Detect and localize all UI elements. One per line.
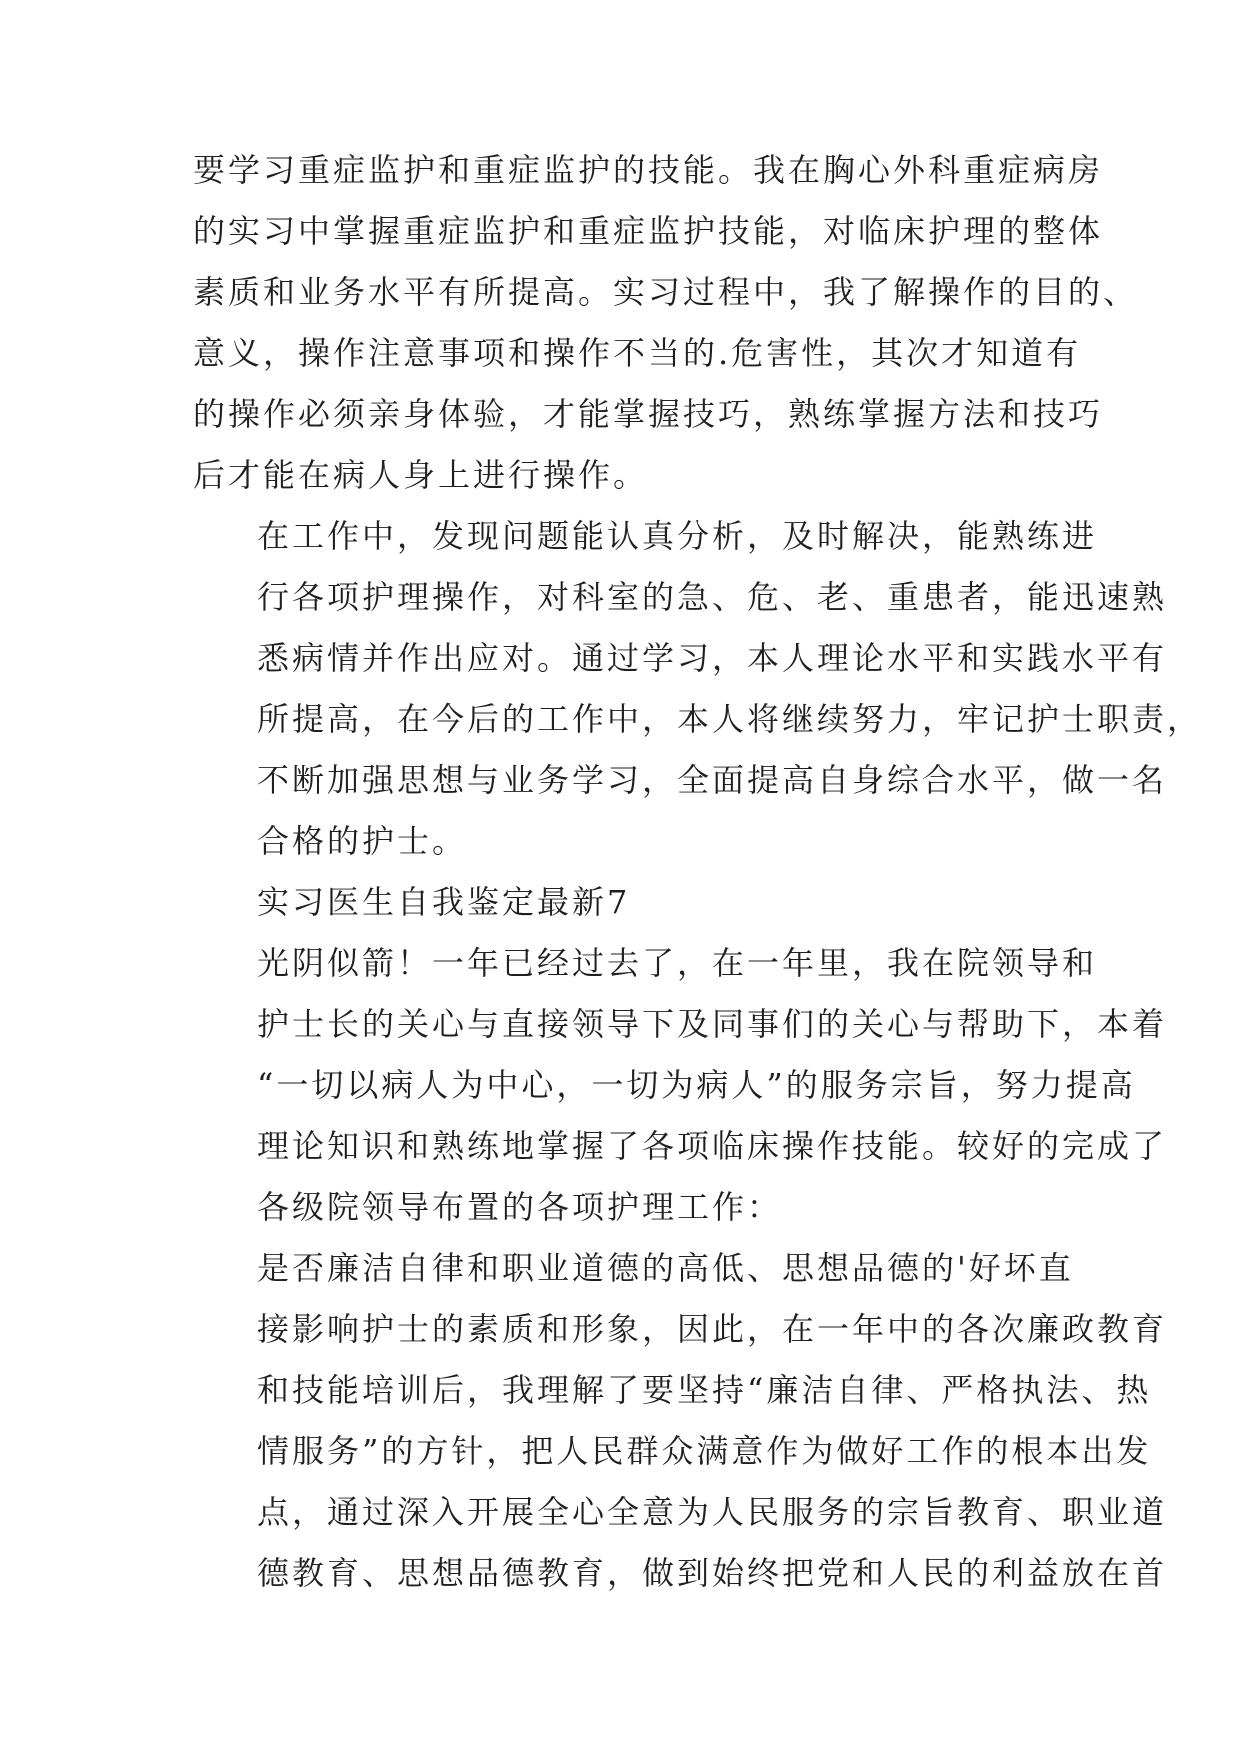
text-line: 意义，操作注意事项和操作不当的.危害性，其次才知道有 [193,334,1082,372]
text-line: 后才能在病人身上进行操作。 [193,456,649,494]
text-line: 理论知识和熟练地掌握了各项临床操作技能。较好的完成了 [257,1127,1168,1165]
paragraph-work-summary [193,506,1203,872]
paragraph-nursing-skills [193,140,1139,506]
paragraph-ethics [193,1238,1168,1604]
text-line: 情服务”的方针，把人民群众满意作为做好工作的根本出发 [257,1432,1152,1470]
text-line: 的实习中掌握重症监护和重症监护技能，对临床护理的整体 [193,212,1104,250]
text-line: 行各项护理操作，对科室的急、危、老、重患者，能迅速熟 [257,578,1168,616]
text-line: 是否廉洁自律和职业道德的高低、思想品德的'好坏直 [257,1249,1074,1287]
text-line: 各级院领导布置的各项护理工作： [257,1188,783,1226]
text-line: 和技能培训后，我理解了要坚持“廉洁自律、严格执法、热 [257,1371,1152,1409]
text-line: 不断加强思想与业务学习，全面提高自身综合水平，做一名 [257,761,1168,799]
text-line: 接影响护士的素质和形象，因此，在一年中的各次廉政教育 [257,1310,1168,1348]
text-line: 护士长的关心与直接领导下及同事们的关心与帮助下，本着 [257,1005,1168,1043]
text-line: 德教育、思想品德教育，做到始终把党和人民的利益放在首 [257,1554,1168,1592]
text-line: “一切以病人为中心，一切为病人”的服务宗旨，努力提高 [257,1066,1136,1104]
document-body [193,140,1203,1604]
text-line: 合格的护士。 [257,822,468,860]
text-line: 在工作中，发现问题能认真分析，及时解决，能熟练进 [257,517,1098,555]
section-heading [193,872,1053,933]
text-line: 点，通过深入开展全心全意为人民服务的宗旨教育、职业道 [257,1493,1168,1531]
section-heading-text: 实习医生自我鉴定最新7 [257,883,631,921]
text-line: 素质和业务水平有所提高。实习过程中，我了解操作的目的、 [193,273,1139,311]
text-line: 的操作必须亲身体验，才能掌握技巧，熟练掌握方法和技巧 [193,395,1104,433]
text-line: 所提高，在今后的工作中，本人将继续努力，牢记护士职责， [257,700,1203,738]
text-line: 要学习重症监护和重症监护的技能。我在胸心外科重症病房 [193,151,1104,189]
paragraph-year-review [193,933,1168,1238]
text-line: 悉病情并作出应对。通过学习，本人理论水平和实践水平有 [257,639,1168,677]
text-line: 光阴似箭！一年已经过去了，在一年里，我在院领导和 [257,944,1098,982]
